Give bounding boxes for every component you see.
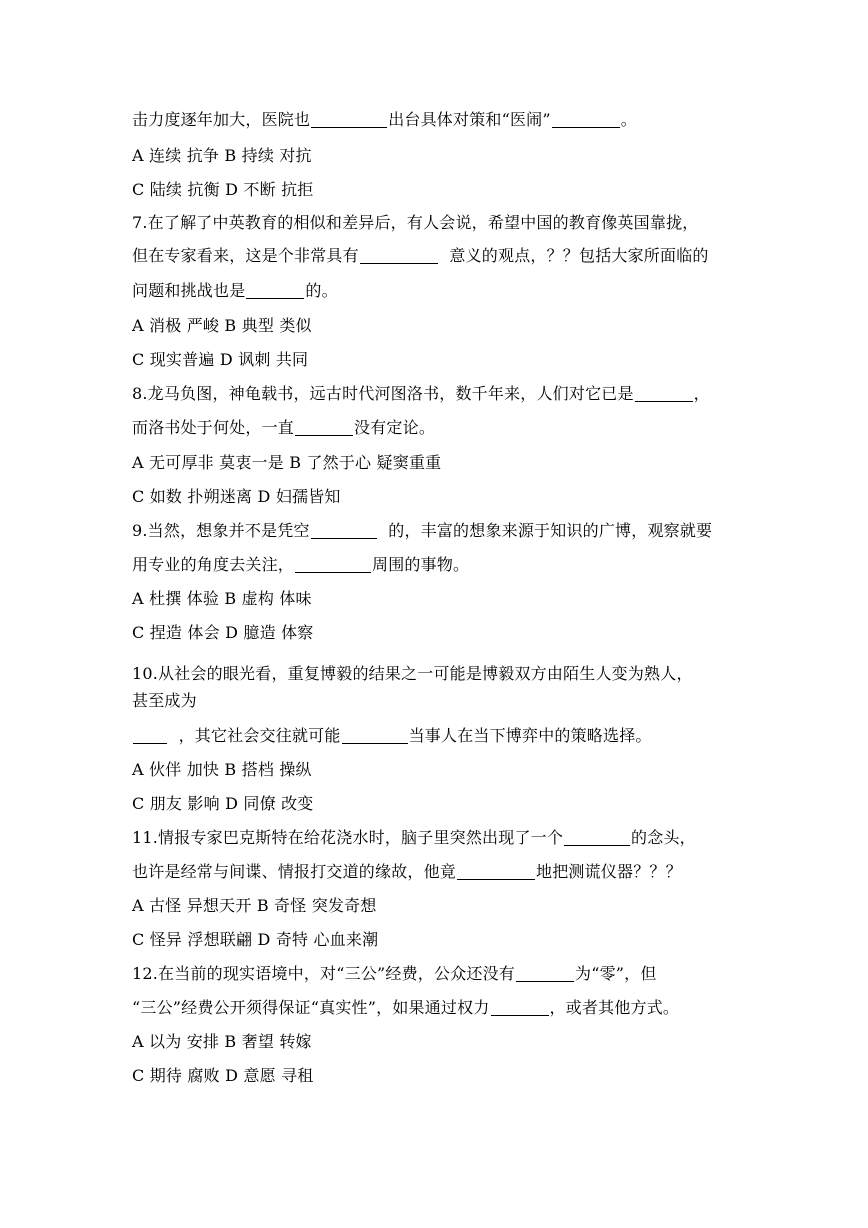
blank-line [552, 111, 620, 128]
question-6-stem-continued [132, 110, 637, 130]
text-segment: 12.在当前的现实语境中，对“三公”经费，公众还没有 [132, 964, 516, 983]
question-8-option-cd: C 如数 扑朔迷离 D 妇孺皆知 [132, 487, 341, 506]
question-12-stem-line-2 [132, 998, 679, 1018]
text-segment: 9.当然，想象并不是凭空 [132, 521, 310, 540]
text-segment: 8.龙马负图，神龟载书，远古时代河图洛书，数千年来，人们对它已是 [132, 384, 634, 403]
text-segment: 用专业的角度去关注， [132, 555, 295, 574]
question-12-stem [132, 964, 657, 984]
blank-line [342, 727, 408, 744]
blank-line [295, 419, 353, 436]
question-12-option-ab: A 以为 安排 B 奢望 转嫁 [132, 1032, 312, 1051]
text-segment: ，或者其他方式。 [549, 998, 680, 1017]
blank-line [133, 727, 167, 744]
text-segment: 的。 [305, 281, 338, 300]
question-12-option-cd: C 期待 腐败 D 意愿 寻租 [132, 1066, 314, 1085]
question-10-stem: 10.从社会的眼光看，重复博毅的结果之一可能是博毅双方由陌生人变为熟人， [132, 664, 693, 683]
question-11-option-cd: C 怪异 浮想联翩 D 奇特 心血来潮 [132, 930, 379, 949]
text-segment: 的，丰富的想象来源于知识的广博，观察就要 [388, 521, 713, 540]
blank-line [295, 556, 371, 573]
blank-line [311, 111, 387, 128]
question-7-stem-line-2 [132, 246, 709, 266]
question-7-stem-line-3 [132, 281, 338, 301]
question-8-option-ab: A 无可厚非 莫衷一是 B 了然于心 疑窦重重 [132, 453, 442, 472]
text-segment: “三公”经费公开须得保证“真实性”，如果通过权力 [132, 998, 490, 1017]
text-segment: 出台具体对策和“医闹” [388, 110, 551, 129]
question-9-stem [132, 521, 712, 541]
question-9-option-cd: C 捏造 体会 D 臆造 体察 [132, 623, 314, 642]
text-segment: 的念头， [631, 828, 696, 847]
question-7-option-ab: A 消极 严峻 B 典型 类似 [132, 316, 312, 335]
blank-line [311, 522, 377, 539]
text-segment: 问题和挑战也是 [132, 281, 246, 300]
question-10-option-ab: A 伙伴 加快 B 搭档 操纵 [132, 760, 312, 779]
text-segment: 周围的事物。 [372, 555, 470, 574]
blank-line [491, 999, 549, 1016]
text-segment: 意义的观点，？？包括大家所面临的 [449, 246, 709, 265]
text-segment: 为“零”，但 [575, 964, 657, 983]
question-6-option-cd: C 陆续 抗衡 D 不断 抗拒 [132, 180, 314, 199]
blank-line [360, 247, 438, 264]
question-7-stem: 7.在了解了中英教育的相似和差异后，有人会说，希望中国的教育像英国靠拢， [132, 213, 699, 232]
blank-line [635, 385, 693, 402]
text-segment: 但在专家看来，这是个非常具有 [132, 246, 359, 265]
blank-line [516, 965, 574, 982]
question-11-option-ab: A 古怪 异想天开 B 奇怪 突发奇想 [132, 896, 377, 915]
question-9-stem-line-2 [132, 555, 469, 575]
question-11-stem [132, 828, 696, 848]
question-8-stem-line-2 [132, 418, 435, 438]
text-segment: 当事人在当下博弈中的策略选择。 [408, 726, 652, 745]
question-6-option-ab: A 连续 抗争 B 持续 对抗 [132, 146, 312, 165]
text-segment: 也许是经常与间谍、情报打交道的缘故，他竟 [132, 862, 457, 881]
text-segment: 地把测谎仪器？？？ [536, 862, 682, 881]
question-7-option-cd: C 现实普遍 D 讽刺 共同 [132, 350, 309, 369]
blank-line [564, 829, 630, 846]
question-10-option-cd: C 朋友 影响 D 同僚 改变 [132, 794, 314, 813]
text-segment: ，其它社会交往就可能 [178, 726, 341, 745]
question-8-stem [132, 384, 710, 404]
text-segment: ， [693, 384, 710, 403]
blank-line [246, 282, 304, 299]
question-10-stem-line-2: 甚至成为 [132, 691, 197, 710]
question-10-stem-line-3 [132, 726, 652, 746]
text-segment: 而洛书处于何处，一直 [132, 418, 295, 437]
text-segment: 没有定论。 [354, 418, 436, 437]
text-segment: 。 [620, 110, 637, 129]
question-11-stem-line-2 [132, 862, 682, 882]
text-segment: 击力度逐年加大，医院也 [132, 110, 311, 129]
blank-line [457, 863, 535, 880]
text-segment: 11.情报专家巴克斯特在给花浇水时，脑子里突然出现了一个 [132, 828, 564, 847]
question-9-option-ab: A 杜撰 体验 B 虚构 体味 [132, 589, 312, 608]
